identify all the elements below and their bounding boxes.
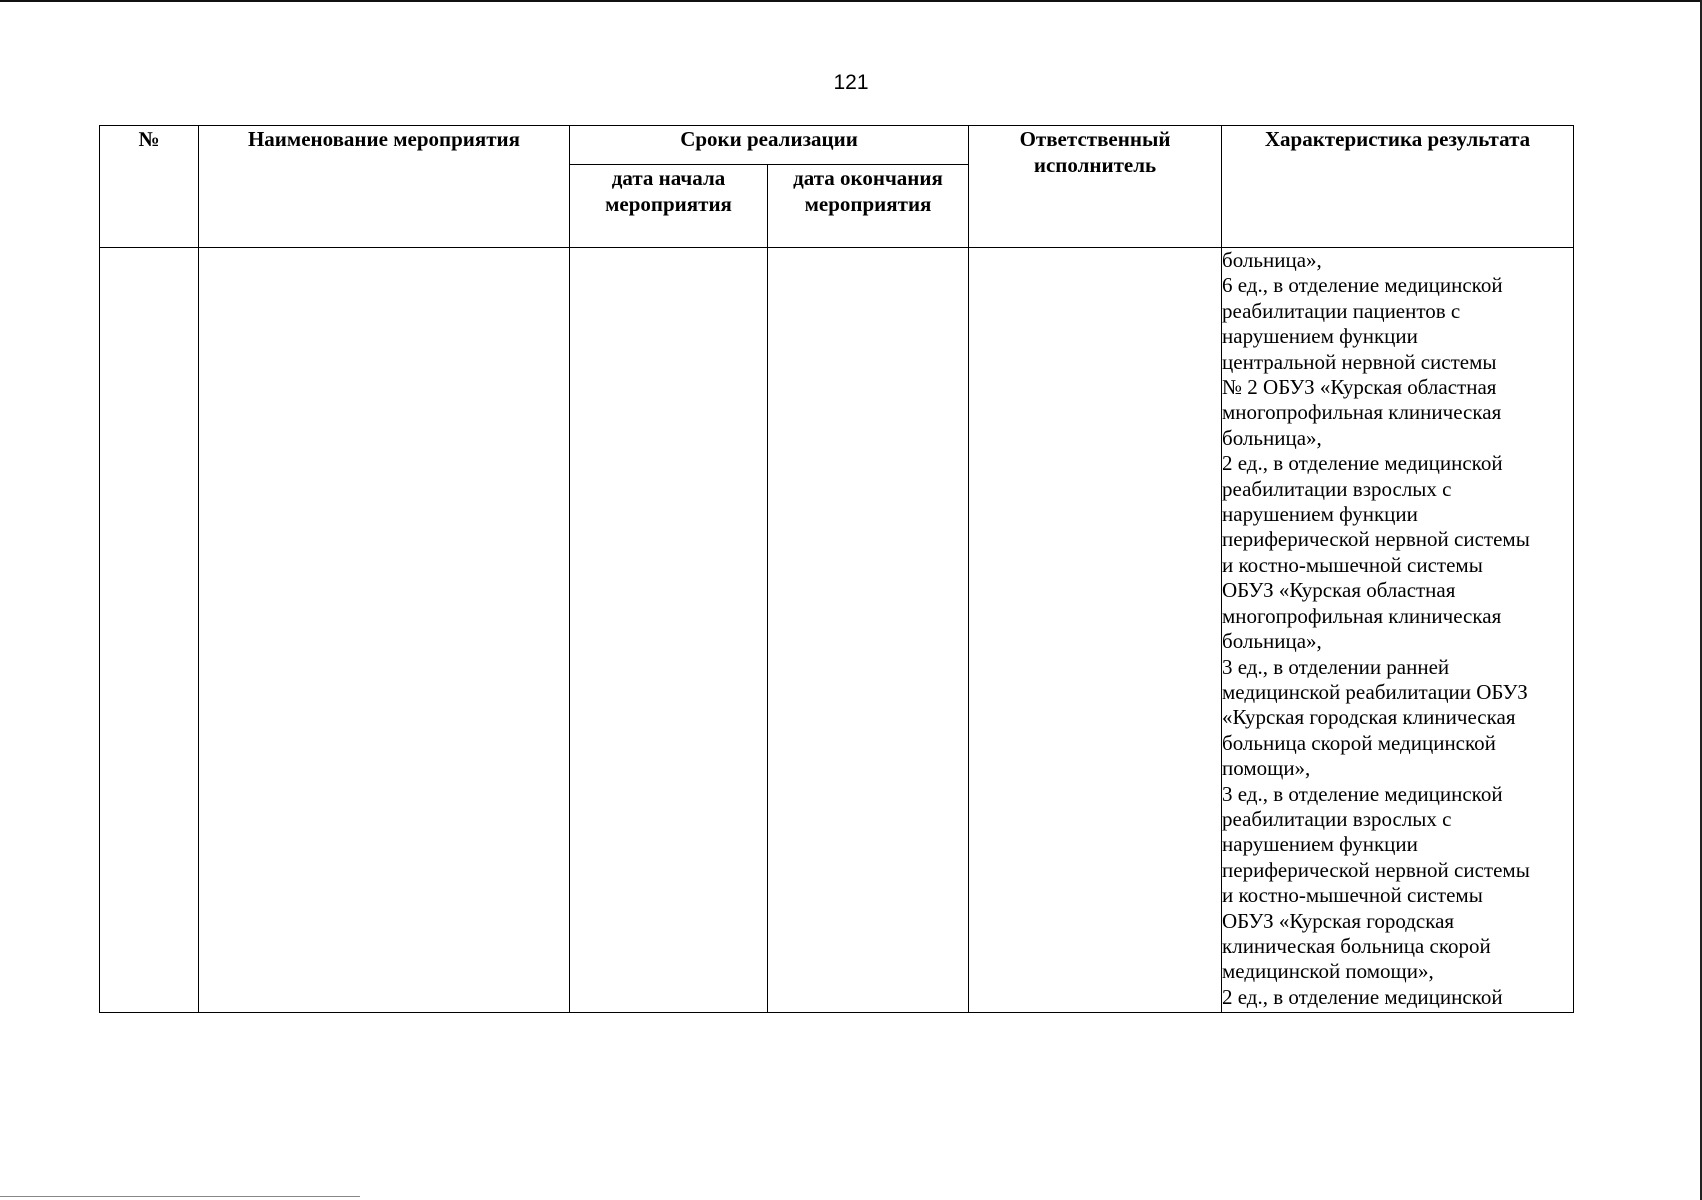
header-end-date: дата окончания мероприятия bbox=[768, 165, 969, 248]
header-number: № bbox=[100, 126, 199, 248]
cell-number bbox=[100, 248, 199, 1013]
header-activity-name: Наименование мероприятия bbox=[199, 126, 570, 248]
scan-edge-bottom bbox=[0, 1196, 360, 1197]
activities-table bbox=[99, 125, 1574, 1013]
cell-start-date bbox=[570, 248, 768, 1013]
cell-end-date bbox=[768, 248, 969, 1013]
header-result: Характеристика результата bbox=[1222, 126, 1574, 248]
cell-activity-name bbox=[199, 248, 570, 1013]
page-number: 121 bbox=[833, 71, 869, 94]
cell-result: больница», 6 ед., в отделение медицинской реабилитации пациентов с нарушением функции центральной нервной системы № 2 ОБУЗ «Курская областная многопрофильная клиническая больница», 2 ед., в отделение медицинской реабилитации взрослых с нарушением функции периферической нервной системы и костно-мышечной системы ОБУЗ «Курская областная многопрофильная клиническая больница», 3 ед., в отделении ранней медицинской реабилитации ОБУЗ «Курская городская клиническая больница скорой медицинской помощи», 3 ед., в отделение медицинской реабилитации взрослых с нарушением функции периферической нервной системы и костно-мышечной системы ОБУЗ «Курская городская клиническая больница скорой медицинской помощи», 2 ед., в отделение медицинской bbox=[1222, 248, 1574, 1013]
header-implementation-terms: Сроки реализации bbox=[570, 126, 969, 165]
table-row bbox=[100, 248, 1574, 1013]
header-responsible: Ответственный исполнитель bbox=[969, 126, 1222, 248]
table-header bbox=[100, 126, 1574, 248]
scan-edge-top bbox=[0, 0, 1702, 2]
header-start-date: дата начала мероприятия bbox=[570, 165, 768, 248]
cell-responsible bbox=[969, 248, 1222, 1013]
